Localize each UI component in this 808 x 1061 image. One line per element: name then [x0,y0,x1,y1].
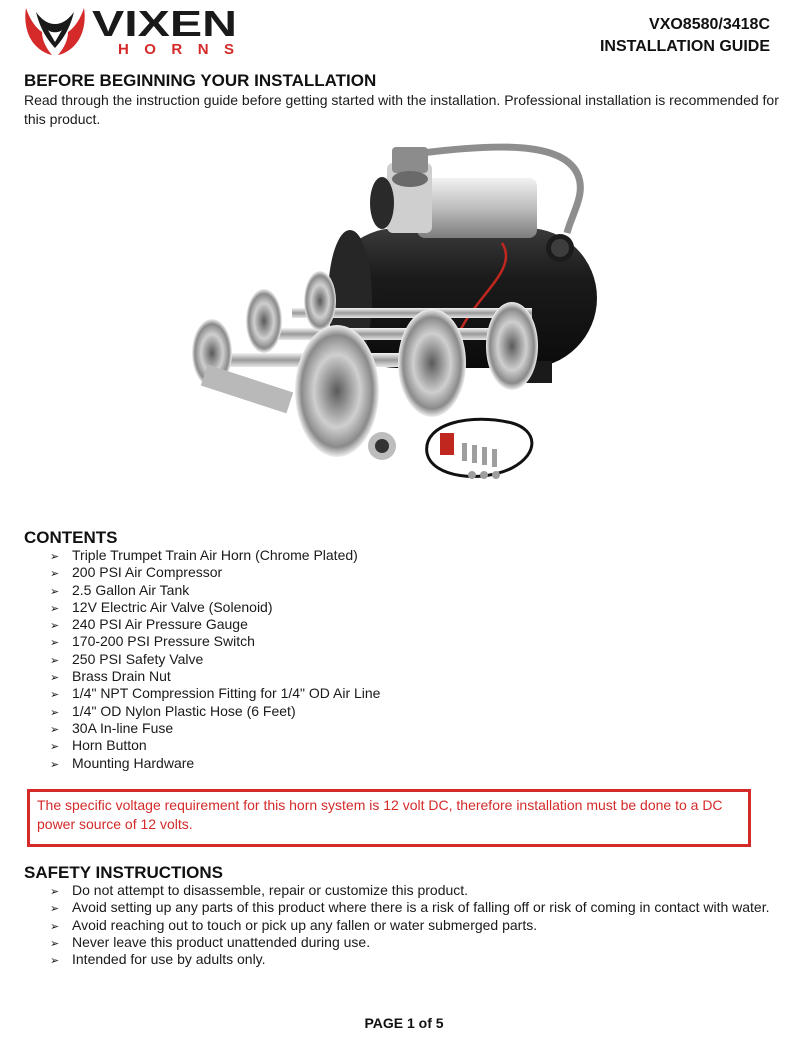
voltage-notice: The specific voltage requirement for this horn system is 12 volt DC, therefore installation must be done to a DC power source of 12 volts. [27,789,751,847]
fox-emblem-icon [25,8,84,55]
horn-button-icon [368,432,396,460]
contents-heading: CONTENTS [24,528,118,547]
page-number: PAGE 1 of 5 [364,1015,444,1031]
arrow-bullet-icon: ➢ [50,585,60,598]
arrow-bullet-icon: ➢ [50,689,60,702]
arrow-bullet-icon: ➢ [50,551,60,563]
list-item: ➢ 250 PSI Safety Valve [50,651,380,668]
list-item: ➢ 30A In-line Fuse [50,720,380,737]
list-item: ➢ 170-200 PSI Pressure Switch [50,633,380,650]
arrow-bullet-icon: ➢ [50,758,60,771]
arrow-bullet-icon: ➢ [50,903,60,916]
list-item: ➢ Avoid setting up any parts of this product where there is a risk of falling off or risk of coming in contact with water. [50,899,770,916]
vixen-horns-logo [22,2,242,58]
arrow-bullet-icon: ➢ [50,886,60,898]
list-item: ➢ 2.5 Gallon Air Tank [50,582,380,599]
product-image [172,133,628,503]
list-item: ➢ 1/4" OD Nylon Plastic Hose (6 Feet) [50,703,380,720]
safety-list [50,882,770,968]
arrow-bullet-icon: ➢ [50,920,60,933]
arrow-bullet-icon: ➢ [50,654,60,667]
arrow-bullet-icon: ➢ [50,741,60,754]
arrow-bullet-icon: ➢ [50,955,60,968]
arrow-bullet-icon: ➢ [50,602,60,615]
mounting-hardware [462,443,500,479]
list-item: ➢ 200 PSI Air Compressor [50,564,380,581]
list-item: ➢ Mounting Hardware [50,755,380,772]
arrow-bullet-icon: ➢ [50,723,60,736]
safety-heading: SAFETY INSTRUCTIONS [24,863,223,882]
list-item: ➢ Never leave this product unattended during use. [50,934,770,951]
list-item: ➢ 1/4" NPT Compression Fitting for 1/4" OD Air Line [50,685,380,702]
document-id [600,14,770,58]
logo-wordmark: VIXEN [92,3,237,44]
inline-fuse [440,433,454,455]
arrow-bullet-icon: ➢ [50,937,60,950]
air-compressor [370,147,537,238]
arrow-bullet-icon: ➢ [50,568,60,581]
document-title: INSTALLATION GUIDE [599,38,770,55]
model-number: VXO8580/3418C [649,16,770,33]
before-heading: BEFORE BEGINNING YOUR INSTALLATION [24,71,377,90]
list-item: ➢ Intended for use by adults only. [50,951,770,968]
arrow-bullet-icon: ➢ [50,706,60,719]
list-item: ➢ 12V Electric Air Valve (Solenoid) [50,599,380,616]
intro-paragraph: Read through the instruction guide before getting started with the installation. Professional installation is recommended for this product. [24,92,779,127]
logo-subtext: HORNS [118,41,234,58]
arrow-bullet-icon: ➢ [50,672,60,685]
list-item: ➢ 240 PSI Air Pressure Gauge [50,616,380,633]
list-item: ➢ Avoid reaching out to touch or pick up any fallen or water submerged parts. [50,917,770,934]
list-item: ➢ Brass Drain Nut [50,668,380,685]
pressure-gauge [546,234,574,262]
list-item: ➢ Do not attempt to disassemble, repair or customize this product. [50,882,770,899]
list-item: ➢ Triple Trumpet Train Air Horn (Chrome Plated) [50,547,380,564]
list-item: ➢ Horn Button [50,737,380,754]
arrow-bullet-icon: ➢ [50,637,60,650]
contents-list [50,547,380,772]
arrow-bullet-icon: ➢ [50,620,60,633]
